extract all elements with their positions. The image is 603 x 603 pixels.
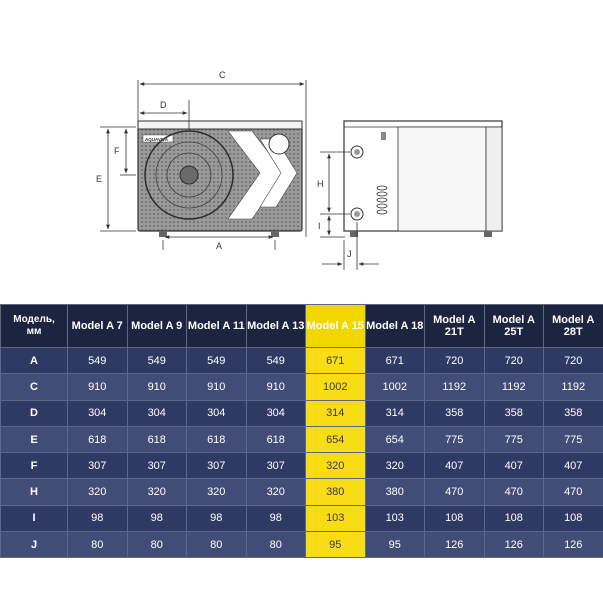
model-header: Model A 28T [544,305,603,348]
dimension-drawing [0,0,603,300]
table-cell: 320 [365,453,425,479]
table-cell: 126 [544,532,603,558]
table-cell: 358 [484,400,544,426]
table-cell: 108 [484,505,544,531]
row-label: D [1,400,68,426]
table-cell: 618 [246,426,306,452]
table-cell: 314 [365,400,425,426]
table-cell: 407 [425,453,485,479]
dim-label-i: I [318,221,321,231]
dim-label-e: E [96,174,103,184]
table-cell-highlighted: 1002 [306,374,366,400]
table-cell: 470 [425,479,485,505]
table-cell: 1192 [544,374,603,400]
dim-label-h: H [317,179,324,189]
table-cell: 775 [484,426,544,452]
table-cell: 320 [127,479,187,505]
table-cell: 1192 [484,374,544,400]
model-header: Model A 25T [484,305,544,348]
table-cell: 910 [68,374,128,400]
table-cell-highlighted: 654 [306,426,366,452]
table-cell: 671 [365,348,425,374]
table-row [1,532,603,558]
table-cell: 98 [127,505,187,531]
table-cell: 380 [365,479,425,505]
table-cell: 549 [127,348,187,374]
table-cell: 358 [425,400,485,426]
table-cell: 1002 [365,374,425,400]
table-cell: 304 [127,400,187,426]
table-cell-highlighted: 380 [306,479,366,505]
table-row [1,400,603,426]
table-cell-highlighted: 95 [306,532,366,558]
table-cell-highlighted: 671 [306,348,366,374]
table-cell: 720 [425,348,485,374]
row-label: F [1,453,68,479]
table-cell: 126 [425,532,485,558]
table-cell: 80 [187,532,247,558]
table-cell: 549 [246,348,306,374]
table-cell: 910 [246,374,306,400]
table-cell: 775 [425,426,485,452]
display-circle [269,134,289,154]
table-row [1,348,603,374]
row-label: I [1,505,68,531]
table-header-row [1,305,603,348]
table-cell: 549 [68,348,128,374]
dim-label-f: F [114,146,120,156]
table-cell: 98 [68,505,128,531]
row-label: A [1,348,68,374]
table-cell: 304 [68,400,128,426]
table-row [1,453,603,479]
dim-label-d: D [160,100,167,110]
model-header: Model A 18 [365,305,425,348]
table-cell: 304 [187,400,247,426]
model-header: Model A 21T [425,305,485,348]
table-cell: 549 [187,348,247,374]
table-cell: 304 [246,400,306,426]
table-row [1,374,603,400]
row-label: C [1,374,68,400]
table-cell: 108 [425,505,485,531]
table-cell: 307 [246,453,306,479]
table-cell: 720 [544,348,603,374]
table-cell: 470 [484,479,544,505]
table-row [1,505,603,531]
table-cell: 654 [365,426,425,452]
table-cell: 98 [246,505,306,531]
table-cell: 407 [544,453,603,479]
table-cell-highlighted: 314 [306,400,366,426]
row-label: E [1,426,68,452]
table-cell: 98 [187,505,247,531]
table-cell: 126 [484,532,544,558]
table-cell: 618 [187,426,247,452]
table-cell: 80 [246,532,306,558]
table-cell: 307 [187,453,247,479]
model-header-highlighted: Model A 15 [306,305,366,348]
table-cell: 470 [544,479,603,505]
table-cell: 320 [68,479,128,505]
dim-label-j: J [347,249,352,259]
brand-label: AQUAVIVA [145,137,169,142]
model-header: Model A 9 [127,305,187,348]
dimensions-table [0,304,603,558]
corner-header: Модель, мм [1,305,68,348]
table-cell: 910 [127,374,187,400]
dim-label-a: A [216,241,223,251]
side-view [344,121,502,237]
model-header: Model A 7 [68,305,128,348]
model-header: Model A 13 [246,305,306,348]
table-cell: 1192 [425,374,485,400]
table-cell-highlighted: 103 [306,505,366,531]
table-cell: 307 [68,453,128,479]
table-cell: 95 [365,532,425,558]
table-cell: 103 [365,505,425,531]
table-row [1,426,603,452]
table-cell: 80 [127,532,187,558]
front-view [138,121,302,237]
table-cell: 358 [544,400,603,426]
table-cell: 320 [187,479,247,505]
table-cell: 720 [484,348,544,374]
table-cell: 108 [544,505,603,531]
table-cell: 910 [187,374,247,400]
table-cell: 320 [246,479,306,505]
table-body [1,348,603,558]
model-header: Model A 11 [187,305,247,348]
table-cell: 618 [127,426,187,452]
row-label: H [1,479,68,505]
row-label: J [1,532,68,558]
table-cell: 80 [68,532,128,558]
table-cell: 307 [127,453,187,479]
table-cell-highlighted: 320 [306,453,366,479]
table-cell: 407 [484,453,544,479]
dim-label-c: C [219,70,226,80]
table-cell: 618 [68,426,128,452]
table-cell: 775 [544,426,603,452]
table-row [1,479,603,505]
